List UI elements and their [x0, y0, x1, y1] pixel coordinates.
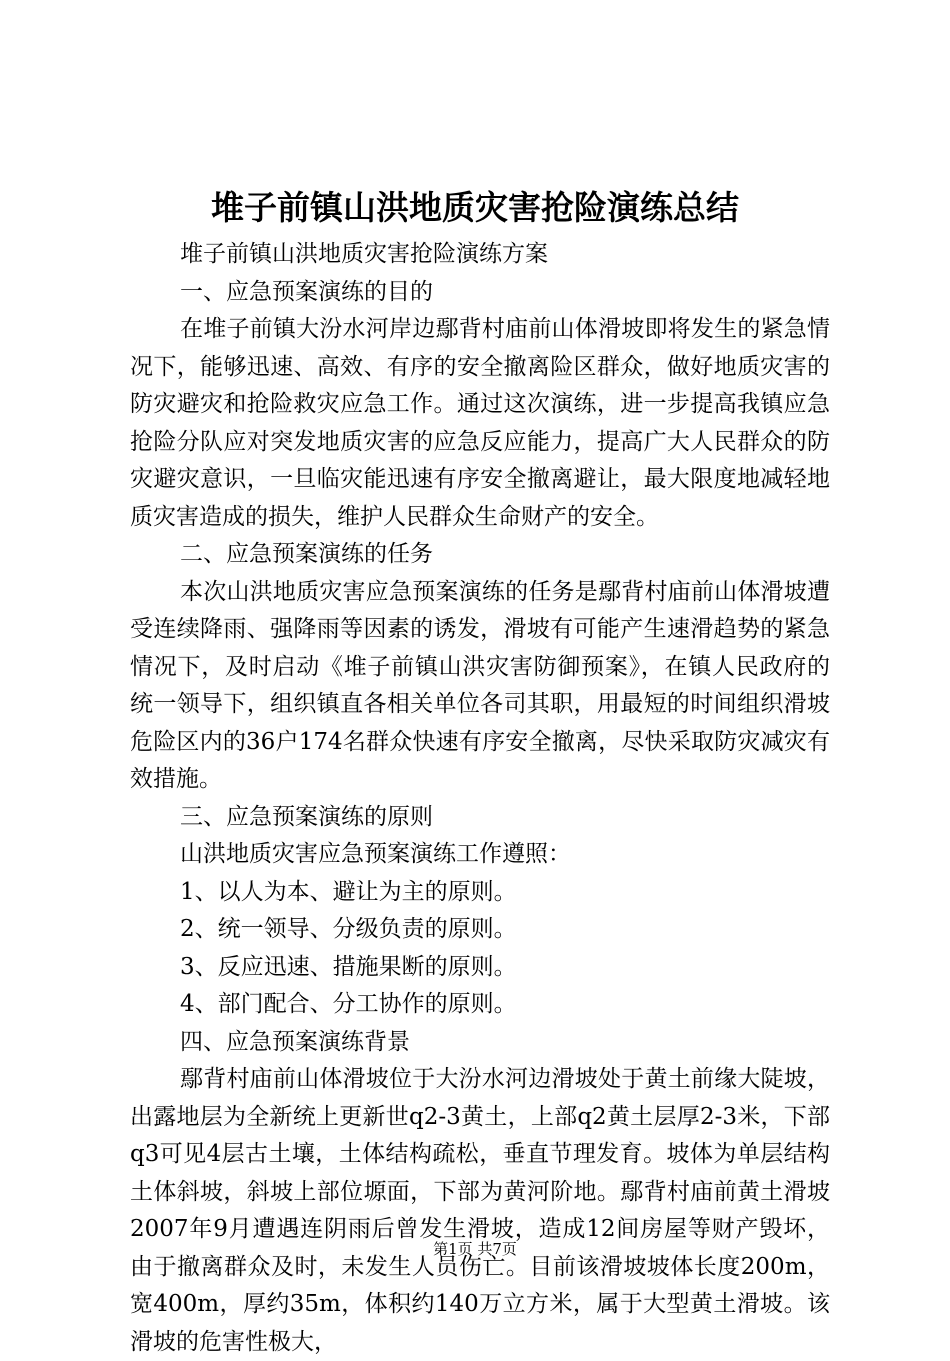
plan-heading: 堆子前镇山洪地质灾害抢险演练方案 — [180, 241, 548, 267]
section-heading-task: 二、应急预案演练的任务 — [180, 541, 433, 567]
document-title: 堆子前镇山洪地质灾害抢险演练总结 — [211, 188, 739, 227]
section-heading-background: 四、应急预案演练背景 — [180, 1028, 410, 1055]
document-body — [130, 236, 830, 1361]
paragraph-principle-intro: 山洪地质灾害应急预案演练工作遵照： — [180, 841, 571, 867]
list-item-principle-4: 4、部门配合、分工协作的原则。 — [180, 991, 517, 1017]
list-item-principle-3: 3、反应迅速、措施果断的原则。 — [180, 953, 517, 980]
list-item-principle-2: 2、统一领导、分级负责的原则。 — [180, 916, 517, 942]
section-heading-purpose: 一、应急预案演练的目的 — [180, 278, 433, 305]
section-heading-principle: 三、应急预案演练的原则 — [180, 803, 433, 830]
paragraph-background: 鄢背村庙前山体滑坡位于大汾水河边滑坡处于黄土前缘大陡坡，出露地层为全新统上更新世q2-3黄土，上部q2黄土层厚2-3米，下部q3可见4层古土壤，土体结构疏松，垂直节理发育。坡体为单层结构土体斜坡，斜坡上部位塬面，下部为黄河阶地。鄢背村庙前黄土滑坡2007年9月遭遇连阴雨后曾发生滑坡，造成12间房屋等财产毁坏，由于撤离群众及时，未发生人员伤亡。目前该滑坡坡体长度200m，宽400m，厚约35m，体积约140万立方米，属于大型黄土滑坡。该滑坡的危害性极大， — [130, 1066, 830, 1355]
list-item-principle-1: 1、以人为本、避让为主的原则。 — [180, 878, 517, 905]
page-number-footer: 第1页 共7页 — [433, 1240, 517, 1258]
paragraph-task: 本次山洪地质灾害应急预案演练的任务是鄢背村庙前山体滑坡遭受连续降雨、强降雨等因素的诱发，滑坡有可能产生速滑趋势的紧急情况下，及时启动《堆子前镇山洪灾害防御预案》，在镇人民政府的统一领导下，组织镇直各相关单位各司其职，用最短的时间组织滑坡危险区内的36户174名群众快速有序安全撤离，尽快采取防灾减灾有效措施。 — [130, 578, 830, 792]
paragraph-purpose: 在堆子前镇大汾水河岸边鄢背村庙前山体滑坡即将发生的紧急情况下，能够迅速、高效、有序的安全撤离险区群众，做好地质灾害的防灾避灾和抢险救灾应急工作。通过这次演练，进一步提高我镇应急抢险分队应对突发地质灾害的应急反应能力，提高广大人民群众的防灾避灾意识，一旦临灾能迅速有序安全撤离避让，最大限度地减轻地质灾害造成的损失，维护人民群众生命财产的安全。 — [130, 316, 830, 530]
